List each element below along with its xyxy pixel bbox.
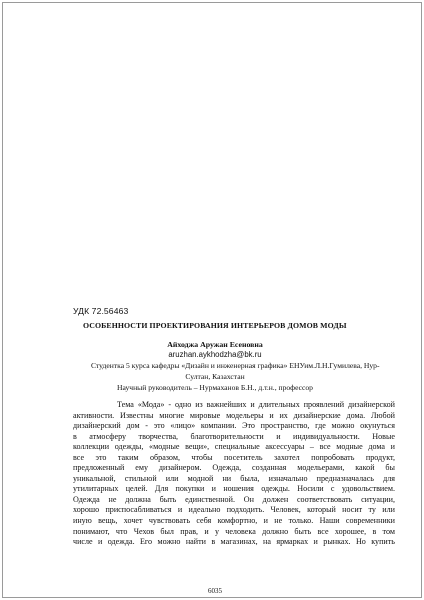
body-line: уникальной, стильной или модной ни была, изначально предназначалась для — [73, 473, 395, 483]
body-line: иную вещь, хочет чувствовать себя комфортно, и не только. Наши современники — [73, 516, 395, 526]
supervisor-line: Научный руководитель – Нурмаханов Б.Н., д.т.н., профессор — [117, 383, 313, 392]
body-line: числе и одежда. Его можно найти в магазинах, на ярмарках и рынках. Но купить — [73, 537, 395, 547]
article-body — [73, 400, 395, 548]
body-line: все это таким образом, чтобы посетитель захотел попробовать продукт, — [73, 452, 395, 462]
author-name: Айходжа Аружан Есеновна — [167, 340, 263, 349]
body-line: утилитарных целей. Для покупки и ношения одежды. Носили с удовольствием. — [73, 484, 395, 494]
article-title: ОСОБЕННОСТИ ПРОЕКТИРОВАНИЯ ИНТЕРЬЕРОВ ДОМОВ МОДЫ — [83, 321, 347, 330]
body-line: активности. Известны многие мировые модельеры и их дизайнерские дома. Любой — [73, 410, 395, 420]
body-line: Тема «Мода» - одно из важнейших и длительных проявлений дизайнерской — [117, 400, 395, 409]
body-line: коллекции одежды, «модные вещи», специальные аксессуары – все модные дома и — [73, 442, 395, 452]
body-line: в атмосферу творчества, благотворительности и индивидуальности. Новые — [73, 431, 395, 441]
author-email: aruzhan.aykhodzha@bk.ru — [168, 350, 262, 359]
body-line: дизайнерский дом - это «лицо» компании. Это пространство, где можно окунуться — [73, 421, 395, 431]
body-line: понимают, что Чехов был прав, и у человека должно быть все хорошее, в том — [73, 526, 395, 536]
body-line: Одежда не должна быть единственной. Он должен соответствовать ситуации, — [73, 494, 395, 504]
document-page — [2, 2, 422, 598]
affiliation-line-1: Студентка 5 курса кафедры «Дизайн и инженерная графика» ЕНУим.Л.Н.Гумилева, Нур- — [91, 361, 380, 370]
body-line: хорошо приспосабливаться и идеально подходить. Человек, который носит ту или — [73, 505, 395, 515]
page-number: 6035 — [208, 587, 222, 595]
udc-code: УДК 72.56463 — [73, 306, 129, 316]
affiliation-line-2: Султан, Казахстан — [185, 372, 245, 381]
body-line: предложенный ему дизайнером. Одежда, созданная модельерами, какой бы — [73, 463, 395, 473]
